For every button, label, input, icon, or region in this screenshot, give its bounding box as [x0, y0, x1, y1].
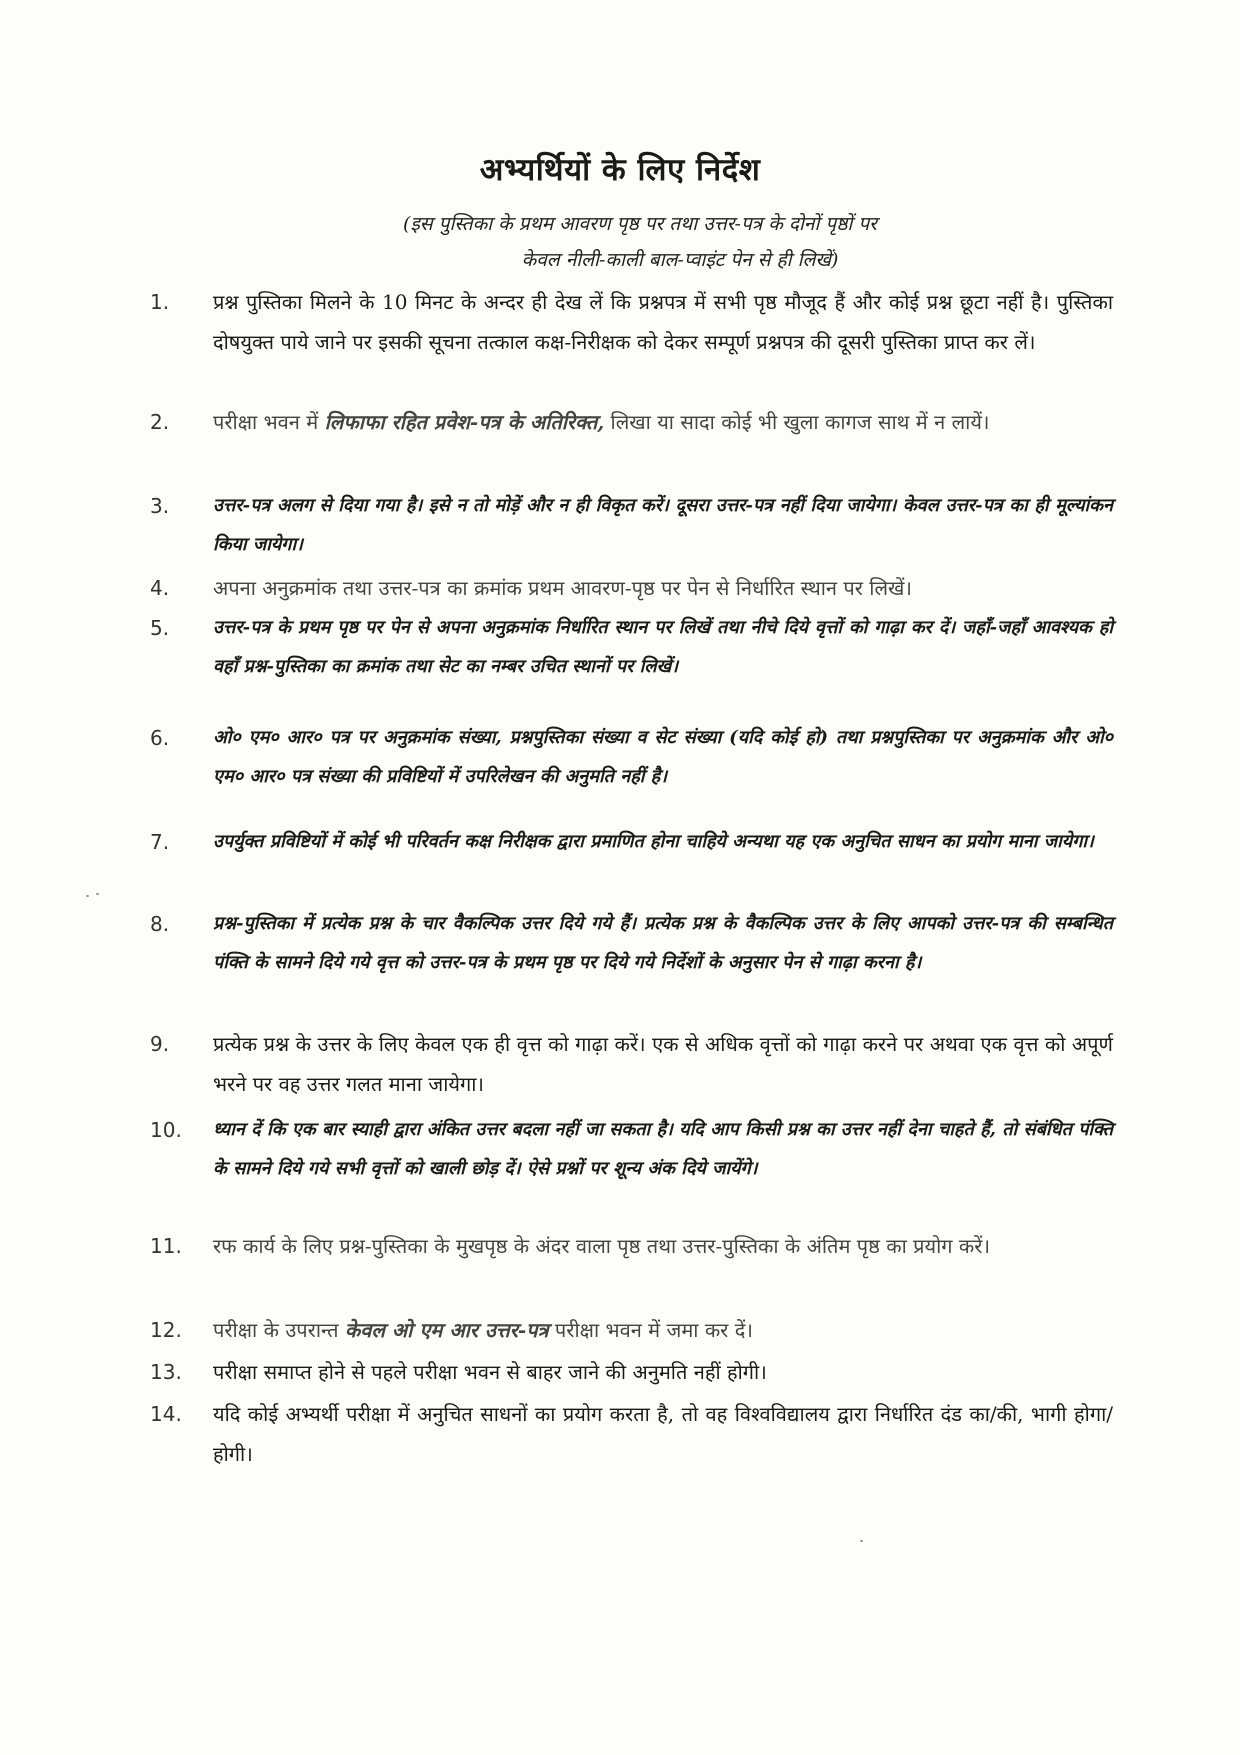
instruction-number: 9.: [150, 1032, 170, 1056]
instruction-text: उत्तर-पत्र अलग से दिया गया है। इसे न तो मोड़ें और न ही विकृत करें। दूसरा उत्तर-पत्र नहीं दिया जायेगा। केवल उत्तर-पत्र का ही मूल्यांकन किया जायेगा।: [213, 495, 1113, 555]
instruction-number: 3.: [150, 494, 170, 518]
instruction-number: 1.: [150, 290, 170, 314]
instruction-number: 7.: [150, 830, 170, 854]
instruction-number: 6.: [150, 726, 170, 750]
instruction-text: ओ० एम० आर० पत्र पर अनुक्रमांक संख्या, प्रश्नपुस्तिका संख्या व सेट संख्या (यदि कोई हो) तथा प्रश्नपुस्तिका पर अनुक्रमांक और ओ० एम० आर० पत्र संख्या की प्रविष्टियों में उपरिलेखन की अनुमति नहीं है।: [213, 727, 1113, 787]
document-subtitle-line-2: केवल नीली-काली बाल-प्वाइंट पेन से ही लिखें): [521, 249, 839, 271]
instruction-text: प्रश्न-पुस्तिका में प्रत्येक प्रश्न के चार वैकल्पिक उत्तर दिये गये हैं। प्रत्येक प्रश्न के वैकल्पिक उत्तर के लिए आपको उत्तर-पत्र की सम्बन्धित पंक्ति के सामने दिये गये वृत्त को उत्तर-पत्र के प्रथम पृष्ठ पर दिये गये निर्देशों के अनुसार पेन से गाढ़ा करना है।: [213, 913, 1113, 973]
scan-speck: [860, 1540, 863, 1542]
instruction-text: प्रत्येक प्रश्न के उत्तर के लिए केवल एक ही वृत्त को गाढ़ा करें। एक से अधिक वृत्तों को गाढ़ा करने पर अथवा एक वृत्त को अपूर्ण भरने पर वह उत्तर गलत माना जायेगा।: [213, 1032, 1113, 1096]
instruction-text-before: परीक्षा के उपरान्त: [213, 1318, 345, 1342]
instruction-text: [213, 1310, 1113, 1350]
instruction-text-after: परीक्षा भवन में जमा कर दें।: [548, 1318, 753, 1342]
instruction-text-after: लिखा या सादा कोई भी खुला कागज साथ में न लायें।: [604, 410, 990, 434]
instruction-text: उपर्युक्त प्रविष्टियों में कोई भी परिवर्तन कक्ष निरीक्षक द्वारा प्रमाणित होना चाहिये अन्यथा यह एक अनुचित साधन का प्रयोग माना जायेगा।: [213, 831, 1094, 852]
instruction-text-emphasis: लिफाफा रहित प्रवेश-पत्र के अतिरिक्त,: [324, 410, 605, 434]
document-subtitle-line-1: (इस पुस्तिका के प्रथम आवरण पृष्ठ पर तथा उत्तर-पत्र के दोनों पृष्ठों पर: [403, 213, 877, 235]
instruction-number: 8.: [150, 912, 170, 936]
instruction-number: 2.: [150, 410, 170, 434]
scan-speck: [96, 893, 99, 895]
instruction-number: 10.: [150, 1118, 182, 1142]
instruction-number: 4.: [150, 576, 170, 600]
instruction-text: उत्तर-पत्र के प्रथम पृष्ठ पर पेन से अपना अनुक्रमांक निर्धारित स्थान पर लिखें तथा नीचे दिये वृत्तों को गाढ़ा कर दें। जहाँ-जहाँ आवश्यक हो वहाँ प्रश्न-पुस्तिका का क्रमांक तथा सेट का नम्बर उचित स्थानों पर लिखें।: [213, 617, 1113, 677]
instruction-number: 5.: [150, 616, 170, 640]
instruction-text: [213, 402, 1113, 442]
instruction-text: अपना अनुक्रमांक तथा उत्तर-पत्र का क्रमांक प्रथम आवरण-पृष्ठ पर पेन से निर्धारित स्थान पर लिखें।: [213, 576, 912, 600]
instruction-text: परीक्षा समाप्त होने से पहले परीक्षा भवन से बाहर जाने की अनुमति नहीं होगी।: [213, 1360, 767, 1384]
instruction-number: 11.: [150, 1234, 182, 1258]
instruction-text-emphasis: केवल ओ एम आर उत्तर-पत्र: [344, 1318, 549, 1342]
scan-speck: [86, 895, 89, 897]
instruction-text-before: परीक्षा भवन में: [213, 410, 325, 434]
instruction-text: यदि कोई अभ्यर्थी परीक्षा में अनुचित साधनों का प्रयोग करता है, तो वह विश्वविद्यालय द्वारा निर्धारित दंड का/की, भागी होगा/होगी।: [213, 1402, 1113, 1466]
instruction-text: ध्यान दें कि एक बार स्याही द्वारा अंकित उत्तर बदला नहीं जा सकता है। यदि आप किसी प्रश्न का उत्तर नहीं देना चाहते हैं, तो संबंधित पंक्ति के सामने दिये गये सभी वृत्तों को खाली छोड़ दें। ऐसे प्रश्नों पर शून्य अंक दिये जायेंगे।: [213, 1119, 1113, 1179]
instruction-number: 14.: [150, 1402, 182, 1426]
instruction-number: 13.: [150, 1360, 182, 1384]
instruction-text: प्रश्न पुस्तिका मिलने के 10 मिनट के अन्दर ही देख लें कि प्रश्नपत्र में सभी पृष्ठ मौजूद हैं और कोई प्रश्न छूटा नहीं है। पुस्तिका दोषयुक्त पाये जाने पर इसकी सूचना तत्काल कक्ष-निरीक्षक को देकर सम्पूर्ण प्रश्नपत्र की दूसरी पुस्तिका प्राप्त कर लें।: [213, 290, 1113, 354]
instruction-number: 12.: [150, 1318, 182, 1342]
instruction-text: रफ कार्य के लिए प्रश्न-पुस्तिका के मुखपृष्ठ के अंदर वाला पृष्ठ तथा उत्तर-पुस्तिका के अंतिम पृष्ठ का प्रयोग करें।: [213, 1234, 991, 1258]
document-title: अभ्यर्थियों के लिए निर्देश: [479, 152, 761, 188]
